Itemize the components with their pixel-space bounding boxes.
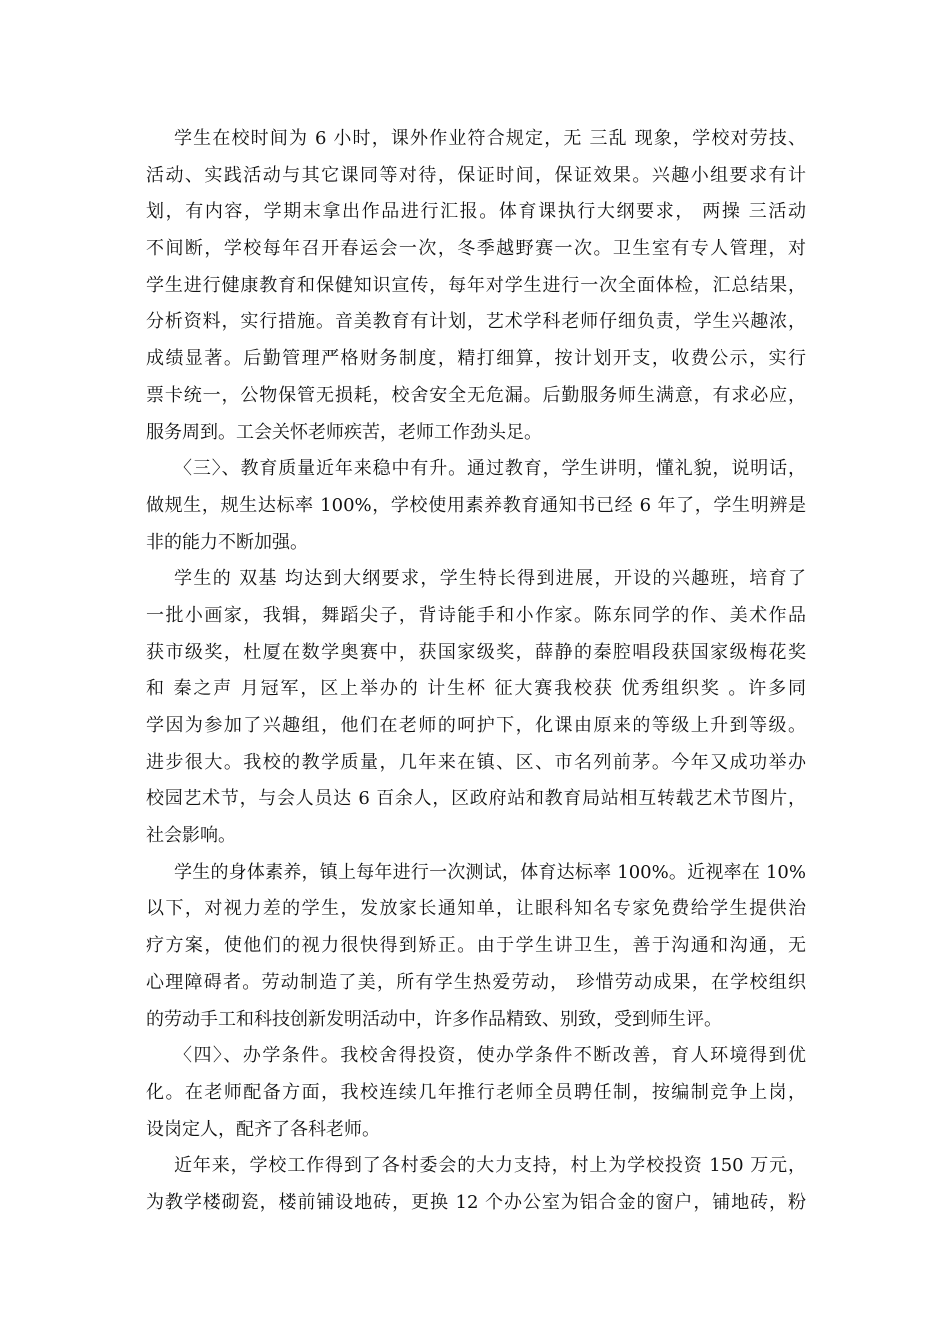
document-line: 和 秦之声 月冠军，区上举办的 计生杯 征大赛我校获 优秀组织奖 。许多同 <box>146 678 806 700</box>
document-line: 疗方案，使他们的视力很快得到矫正。由于学生讲卫生，善于沟通和沟通，无 <box>146 935 806 957</box>
document-line: 活动、实践活动与其它课同等对待，保证时间，保证效果。兴趣小组要求有计 <box>146 164 806 186</box>
document-body <box>146 121 806 1222</box>
document-line: 学生在校时间为 6 小时，课外作业符合规定，无 三乱 现象，学校对劳技、 <box>174 128 806 149</box>
document-line: 不间断，学校每年召开春运会一次，冬季越野赛一次。卫生室有专人管理，对 <box>146 238 806 260</box>
document-line: 获市级奖，杜厦在数学奥赛中，获国家级奖，薛静的秦腔唱段获国家级梅花奖 <box>146 641 806 663</box>
document-line: 学生进行健康教育和保健知识宣传，每年对学生进行一次全面体检，汇总结果， <box>146 274 806 296</box>
document-line: 划，有内容，学期末拿出作品进行汇报。体育课执行大纲要求， 两操 三活动 <box>146 201 806 223</box>
document-line: 设岗定人，配齐了各科老师。 <box>146 1118 380 1140</box>
document-line: 分析资料，实行措施。音美教育有计划，艺术学科老师仔细负责，学生兴趣浓， <box>146 311 806 333</box>
document-line: 非的能力不断加强。 <box>146 531 308 553</box>
document-line: 进步很大。我校的教学质量，几年来在镇、区、市名列前茅。今年又成功举办 <box>146 751 806 773</box>
document-line: 为教学楼砌瓷，楼前铺设地砖，更换 12 个办公室为铝合金的窗户，铺地砖，粉 <box>146 1191 806 1213</box>
document-line: 做规生，规生达标率 100%，学校使用素养教育通知书已经 6 年了，学生明辨是 <box>146 494 806 516</box>
document-line: 化。在老师配备方面，我校连续几年推行老师全员聘任制，按编制竞争上岗， <box>146 1081 806 1103</box>
document-line: 服务周到。工会关怀老师疾苦，老师工作劲头足。 <box>146 421 542 443</box>
document-line: 学生的身体素养，镇上每年进行一次测试，体育达标率 100%。近视率在 10% <box>174 861 806 883</box>
document-line: 一批小画家，我辑，舞蹈尖子，背诗能手和小作家。陈东同学的作、美术作品 <box>146 604 806 626</box>
document-line: 心理障碍者。劳动制造了美，所有学生热爱劳动， 珍惜劳动成果，在学校组织 <box>146 971 806 993</box>
document-line: 票卡统一，公物保管无损耗，校舍安全无危漏。后勤服务师生满意，有求必应， <box>146 384 806 406</box>
document-line: 〈三〉、教育质量近年来稳中有升。通过教育，学生讲明，懂礼貌，说明话， <box>174 458 806 480</box>
document-line: 以下，对视力差的学生，发放家长通知单，让眼科知名专家免费给学生提供治 <box>146 898 806 920</box>
document-line: 成绩显著。后勤管理严格财务制度，精打细算，按计划开支，收费公示，实行 <box>146 348 806 370</box>
document-line: 学生的 双基 均达到大纲要求，学生特长得到进展，开设的兴趣班，培育了 <box>174 568 806 590</box>
document-line: 校园艺术节，与会人员达 6 百余人，区政府站和教育局站相互转载艺术节图片， <box>146 788 806 810</box>
document-line: 学因为参加了兴趣组，他们在老师的呵护下，化课由原来的等级上升到等级。 <box>146 715 806 736</box>
document-line: 〈四〉、办学条件。我校舍得投资，使办学条件不断改善，育人环境得到优 <box>174 1045 806 1067</box>
document-line: 社会影响。 <box>146 825 236 847</box>
document-line: 的劳动手工和科技创新发明活动中，许多作品精致、别致，受到师生评。 <box>146 1008 722 1030</box>
document-line: 近年来，学校工作得到了各村委会的大力支持，村上为学校投资 150 万元， <box>174 1155 806 1177</box>
